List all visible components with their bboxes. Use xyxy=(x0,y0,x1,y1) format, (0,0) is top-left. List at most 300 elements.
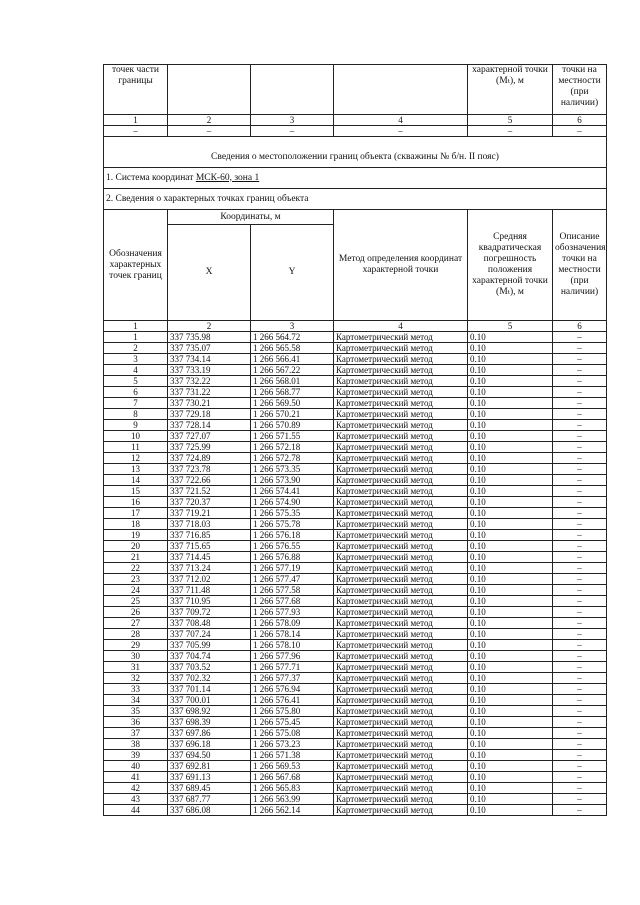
continued-dash-row xyxy=(104,126,607,137)
coord-system-row xyxy=(104,168,607,189)
method-cell: Картометрический метод xyxy=(334,772,468,783)
error-cell: 0.10 xyxy=(468,794,553,805)
point-number: 2 xyxy=(104,343,168,354)
table-row xyxy=(104,585,607,596)
error-cell: 0.10 xyxy=(468,552,553,563)
error-cell: 0.10 xyxy=(468,541,553,552)
x-coordinate: 337 718.03 xyxy=(168,519,251,530)
x-coordinate: 337 713.24 xyxy=(168,563,251,574)
method-cell: Картометрический метод xyxy=(334,640,468,651)
continued-header-row xyxy=(104,65,607,115)
y-coordinate: 1 266 578.09 xyxy=(251,618,334,629)
error-cell: 0.10 xyxy=(468,519,553,530)
y-coordinate: 1 266 577.47 xyxy=(251,574,334,585)
error-cell: 0.10 xyxy=(468,453,553,464)
table-row xyxy=(104,695,607,706)
continued-number-row xyxy=(104,115,607,126)
dash-cell: – xyxy=(468,126,553,137)
method-cell: Картометрический метод xyxy=(334,717,468,728)
description-cell: – xyxy=(553,541,607,552)
description-cell: – xyxy=(553,563,607,574)
table-row xyxy=(104,739,607,750)
method-cell: Картометрический метод xyxy=(334,376,468,387)
x-coordinate: 337 723.78 xyxy=(168,464,251,475)
point-number: 42 xyxy=(104,783,168,794)
col-number: 3 xyxy=(251,321,334,332)
y-coordinate: 1 266 577.71 xyxy=(251,662,334,673)
x-coordinate: 337 691.13 xyxy=(168,772,251,783)
point-number: 30 xyxy=(104,651,168,662)
table-row xyxy=(104,442,607,453)
error-cell: 0.10 xyxy=(468,530,553,541)
table-row xyxy=(104,552,607,563)
x-coordinate: 337 708.48 xyxy=(168,618,251,629)
y-coordinate: 1 266 577.37 xyxy=(251,673,334,684)
description-cell: – xyxy=(553,464,607,475)
description-cell: – xyxy=(553,398,607,409)
description-cell: – xyxy=(553,783,607,794)
description-cell: – xyxy=(553,420,607,431)
method-cell: Картометрический метод xyxy=(334,618,468,629)
error-cell: 0.10 xyxy=(468,354,553,365)
y-coordinate: 1 266 566.41 xyxy=(251,354,334,365)
error-cell: 0.10 xyxy=(468,596,553,607)
table-row xyxy=(104,651,607,662)
error-cell: 0.10 xyxy=(468,673,553,684)
error-cell: 0.10 xyxy=(468,640,553,651)
table-row xyxy=(104,409,607,420)
x-coordinate: 337 730.21 xyxy=(168,398,251,409)
point-number: 36 xyxy=(104,717,168,728)
description-cell: – xyxy=(553,640,607,651)
col-number: 1 xyxy=(104,321,168,332)
y-coordinate: 1 266 570.21 xyxy=(251,409,334,420)
table-row xyxy=(104,574,607,585)
x-coordinate: 337 724.89 xyxy=(168,453,251,464)
method-cell: Картометрический метод xyxy=(334,574,468,585)
spacer-row xyxy=(104,137,607,148)
header-description: Описание обозначения точки на местности (при наличии) xyxy=(553,210,607,321)
y-coordinate: 1 266 575.80 xyxy=(251,706,334,717)
table-row xyxy=(104,728,607,739)
description-cell: – xyxy=(553,376,607,387)
y-coordinate: 1 266 567.68 xyxy=(251,772,334,783)
y-coordinate: 1 266 577.96 xyxy=(251,651,334,662)
error-cell: 0.10 xyxy=(468,398,553,409)
table-row xyxy=(104,497,607,508)
x-coordinate: 337 705.99 xyxy=(168,640,251,651)
point-number: 9 xyxy=(104,420,168,431)
method-cell: Картометрический метод xyxy=(334,794,468,805)
header-coords: Координаты, м xyxy=(168,210,334,225)
method-cell: Картометрический метод xyxy=(334,398,468,409)
point-number: 14 xyxy=(104,475,168,486)
error-cell: 0.10 xyxy=(468,343,553,354)
table-row xyxy=(104,420,607,431)
x-coordinate: 337 728.14 xyxy=(168,420,251,431)
header-row-1 xyxy=(104,210,607,225)
continued-header-x xyxy=(168,65,251,115)
point-number: 22 xyxy=(104,563,168,574)
y-coordinate: 1 266 568.01 xyxy=(251,376,334,387)
continued-header-designation: точек части границы xyxy=(104,65,168,115)
coord-system-name: МСК-60, зона 1 xyxy=(195,172,260,183)
table-row xyxy=(104,706,607,717)
description-cell: – xyxy=(553,662,607,673)
error-cell: 0.10 xyxy=(468,409,553,420)
y-coordinate: 1 266 575.78 xyxy=(251,519,334,530)
point-number: 7 xyxy=(104,398,168,409)
y-coordinate: 1 266 577.58 xyxy=(251,585,334,596)
x-coordinate: 337 732.22 xyxy=(168,376,251,387)
point-number: 41 xyxy=(104,772,168,783)
method-cell: Картометрический метод xyxy=(334,783,468,794)
col-number-row xyxy=(104,321,607,332)
x-coordinate: 337 686.08 xyxy=(168,805,251,816)
error-cell: 0.10 xyxy=(468,365,553,376)
x-coordinate: 337 712.02 xyxy=(168,574,251,585)
table-row xyxy=(104,750,607,761)
point-number: 13 xyxy=(104,464,168,475)
x-coordinate: 337 721.52 xyxy=(168,486,251,497)
y-coordinate: 1 266 578.14 xyxy=(251,629,334,640)
point-number: 35 xyxy=(104,706,168,717)
description-cell: – xyxy=(553,486,607,497)
x-coordinate: 337 714.45 xyxy=(168,552,251,563)
y-coordinate: 1 266 573.90 xyxy=(251,475,334,486)
dash-cell: – xyxy=(553,126,607,137)
method-cell: Картометрический метод xyxy=(334,706,468,717)
y-coordinate: 1 266 568.77 xyxy=(251,387,334,398)
method-cell: Картометрический метод xyxy=(334,750,468,761)
table-row xyxy=(104,761,607,772)
points-heading: 2. Сведения о характерных точках границ объекта xyxy=(104,189,607,210)
point-number: 20 xyxy=(104,541,168,552)
table-row xyxy=(104,530,607,541)
y-coordinate: 1 266 574.90 xyxy=(251,497,334,508)
point-number: 29 xyxy=(104,640,168,651)
table-row xyxy=(104,387,607,398)
col-number: 3 xyxy=(251,115,334,126)
method-cell: Картометрический метод xyxy=(334,596,468,607)
col-number: 2 xyxy=(168,321,251,332)
method-cell: Картометрический метод xyxy=(334,673,468,684)
dash-cell: – xyxy=(251,126,334,137)
error-cell: 0.10 xyxy=(468,761,553,772)
point-number: 32 xyxy=(104,673,168,684)
error-cell: 0.10 xyxy=(468,662,553,673)
method-cell: Картометрический метод xyxy=(334,508,468,519)
col-number: 6 xyxy=(553,115,607,126)
error-cell: 0.10 xyxy=(468,508,553,519)
description-cell: – xyxy=(553,453,607,464)
method-cell: Картометрический метод xyxy=(334,365,468,376)
error-cell: 0.10 xyxy=(468,783,553,794)
error-cell: 0.10 xyxy=(468,486,553,497)
x-coordinate: 337 709.72 xyxy=(168,607,251,618)
table-row xyxy=(104,475,607,486)
x-coordinate: 337 701.14 xyxy=(168,684,251,695)
error-cell: 0.10 xyxy=(468,464,553,475)
table-row xyxy=(104,717,607,728)
continued-header-description: точки на местности (при наличии) xyxy=(553,65,607,115)
description-cell: – xyxy=(553,365,607,376)
document-page xyxy=(103,64,606,816)
x-coordinate: 337 715.65 xyxy=(168,541,251,552)
x-coordinate: 337 731.22 xyxy=(168,387,251,398)
table-row xyxy=(104,783,607,794)
y-coordinate: 1 266 569.53 xyxy=(251,761,334,772)
point-number: 25 xyxy=(104,596,168,607)
point-number: 33 xyxy=(104,684,168,695)
header-y: Y xyxy=(251,225,334,321)
error-cell: 0.10 xyxy=(468,442,553,453)
x-coordinate: 337 734.14 xyxy=(168,354,251,365)
method-cell: Картометрический метод xyxy=(334,431,468,442)
x-coordinate: 337 700.01 xyxy=(168,695,251,706)
error-cell: 0.10 xyxy=(468,739,553,750)
point-number: 17 xyxy=(104,508,168,519)
table-row xyxy=(104,794,607,805)
description-cell: – xyxy=(553,409,607,420)
y-coordinate: 1 266 576.88 xyxy=(251,552,334,563)
y-coordinate: 1 266 575.08 xyxy=(251,728,334,739)
description-cell: – xyxy=(553,585,607,596)
x-coordinate: 337 694.50 xyxy=(168,750,251,761)
method-cell: Картометрический метод xyxy=(334,475,468,486)
col-number: 6 xyxy=(553,321,607,332)
point-number: 3 xyxy=(104,354,168,365)
description-cell: – xyxy=(553,629,607,640)
coord-system-prefix: 1. Система координат xyxy=(106,172,196,183)
error-cell: 0.10 xyxy=(468,585,553,596)
table-row xyxy=(104,662,607,673)
x-coordinate: 337 702.32 xyxy=(168,673,251,684)
description-cell: – xyxy=(553,332,607,343)
header-error: Средняя квадратическая погрешность положения характерной точки (Mₜ), м xyxy=(468,210,553,321)
description-cell: – xyxy=(553,431,607,442)
error-cell: 0.10 xyxy=(468,750,553,761)
boundary-points-table xyxy=(103,64,607,816)
point-number: 6 xyxy=(104,387,168,398)
point-number: 27 xyxy=(104,618,168,629)
y-coordinate: 1 266 574.41 xyxy=(251,486,334,497)
points-heading-row xyxy=(104,189,607,210)
table-row xyxy=(104,673,607,684)
y-coordinate: 1 266 565.83 xyxy=(251,783,334,794)
x-coordinate: 337 735.98 xyxy=(168,332,251,343)
y-coordinate: 1 266 571.55 xyxy=(251,431,334,442)
method-cell: Картометрический метод xyxy=(334,343,468,354)
error-cell: 0.10 xyxy=(468,607,553,618)
point-number: 28 xyxy=(104,629,168,640)
point-number: 16 xyxy=(104,497,168,508)
col-number: 4 xyxy=(334,115,468,126)
error-cell: 0.10 xyxy=(468,772,553,783)
description-cell: – xyxy=(553,607,607,618)
description-cell: – xyxy=(553,772,607,783)
method-cell: Картометрический метод xyxy=(334,552,468,563)
description-cell: – xyxy=(553,343,607,354)
header-x: X xyxy=(168,225,251,321)
y-coordinate: 1 266 577.19 xyxy=(251,563,334,574)
y-coordinate: 1 266 572.18 xyxy=(251,442,334,453)
table-row xyxy=(104,508,607,519)
y-coordinate: 1 266 573.23 xyxy=(251,739,334,750)
point-number: 18 xyxy=(104,519,168,530)
coord-system xyxy=(104,168,607,189)
table-row xyxy=(104,486,607,497)
error-cell: 0.10 xyxy=(468,431,553,442)
description-cell: – xyxy=(553,651,607,662)
method-cell: Картометрический метод xyxy=(334,497,468,508)
method-cell: Картометрический метод xyxy=(334,464,468,475)
table-row xyxy=(104,365,607,376)
y-coordinate: 1 266 577.93 xyxy=(251,607,334,618)
description-cell: – xyxy=(553,728,607,739)
y-coordinate: 1 266 569.50 xyxy=(251,398,334,409)
description-cell: – xyxy=(553,552,607,563)
y-coordinate: 1 266 577.68 xyxy=(251,596,334,607)
x-coordinate: 337 711.48 xyxy=(168,585,251,596)
y-coordinate: 1 266 571.38 xyxy=(251,750,334,761)
dash-cell: – xyxy=(334,126,468,137)
x-coordinate: 337 735.07 xyxy=(168,343,251,354)
table-row xyxy=(104,772,607,783)
description-cell: – xyxy=(553,706,607,717)
description-cell: – xyxy=(553,750,607,761)
y-coordinate: 1 266 576.55 xyxy=(251,541,334,552)
table-row xyxy=(104,805,607,816)
point-number: 38 xyxy=(104,739,168,750)
error-cell: 0.10 xyxy=(468,563,553,574)
description-cell: – xyxy=(553,387,607,398)
method-cell: Картометрический метод xyxy=(334,453,468,464)
error-cell: 0.10 xyxy=(468,717,553,728)
method-cell: Картометрический метод xyxy=(334,662,468,673)
header-method: Метод определения координат характерной точки xyxy=(334,210,468,321)
description-cell: – xyxy=(553,684,607,695)
x-coordinate: 337 698.39 xyxy=(168,717,251,728)
y-coordinate: 1 266 562.14 xyxy=(251,805,334,816)
error-cell: 0.10 xyxy=(468,332,553,343)
point-number: 19 xyxy=(104,530,168,541)
x-coordinate: 337 689.45 xyxy=(168,783,251,794)
point-number: 43 xyxy=(104,794,168,805)
y-coordinate: 1 266 576.94 xyxy=(251,684,334,695)
method-cell: Картометрический метод xyxy=(334,761,468,772)
x-coordinate: 337 725.99 xyxy=(168,442,251,453)
description-cell: – xyxy=(553,794,607,805)
description-cell: – xyxy=(553,574,607,585)
error-cell: 0.10 xyxy=(468,629,553,640)
header-designation: Обозначения характерных точек границ xyxy=(104,210,168,321)
x-coordinate: 337 703.52 xyxy=(168,662,251,673)
description-cell: – xyxy=(553,442,607,453)
y-coordinate: 1 266 565.58 xyxy=(251,343,334,354)
point-number: 24 xyxy=(104,585,168,596)
table-row xyxy=(104,376,607,387)
point-number: 4 xyxy=(104,365,168,376)
description-cell: – xyxy=(553,508,607,519)
description-cell: – xyxy=(553,519,607,530)
error-cell: 0.10 xyxy=(468,497,553,508)
col-number: 4 xyxy=(334,321,468,332)
method-cell: Картометрический метод xyxy=(334,409,468,420)
y-coordinate: 1 266 567.22 xyxy=(251,365,334,376)
point-number: 40 xyxy=(104,761,168,772)
error-cell: 0.10 xyxy=(468,420,553,431)
method-cell: Картометрический метод xyxy=(334,684,468,695)
description-cell: – xyxy=(553,761,607,772)
table-row xyxy=(104,618,607,629)
point-number: 26 xyxy=(104,607,168,618)
x-coordinate: 337 698.92 xyxy=(168,706,251,717)
x-coordinate: 337 692.81 xyxy=(168,761,251,772)
description-cell: – xyxy=(553,497,607,508)
x-coordinate: 337 710.95 xyxy=(168,596,251,607)
continued-header-y xyxy=(251,65,334,115)
description-cell: – xyxy=(553,530,607,541)
y-coordinate: 1 266 573.35 xyxy=(251,464,334,475)
description-cell: – xyxy=(553,673,607,684)
description-cell: – xyxy=(553,717,607,728)
x-coordinate: 337 722.66 xyxy=(168,475,251,486)
table-row xyxy=(104,541,607,552)
y-coordinate: 1 266 576.41 xyxy=(251,695,334,706)
method-cell: Картометрический метод xyxy=(334,354,468,365)
y-coordinate: 1 266 576.18 xyxy=(251,530,334,541)
point-number: 11 xyxy=(104,442,168,453)
point-number: 31 xyxy=(104,662,168,673)
error-cell: 0.10 xyxy=(468,651,553,662)
error-cell: 0.10 xyxy=(468,706,553,717)
x-coordinate: 337 719.21 xyxy=(168,508,251,519)
section-title-row xyxy=(104,147,607,168)
x-coordinate: 337 727.07 xyxy=(168,431,251,442)
method-cell: Картометрический метод xyxy=(334,332,468,343)
continued-header-error: характерной точки (Mₜ), м xyxy=(468,65,553,115)
point-number: 37 xyxy=(104,728,168,739)
error-cell: 0.10 xyxy=(468,376,553,387)
table-row xyxy=(104,343,607,354)
y-coordinate: 1 266 575.45 xyxy=(251,717,334,728)
table-row xyxy=(104,607,607,618)
description-cell: – xyxy=(553,805,607,816)
table-row xyxy=(104,629,607,640)
method-cell: Картометрический метод xyxy=(334,585,468,596)
error-cell: 0.10 xyxy=(468,475,553,486)
col-number: 1 xyxy=(104,115,168,126)
method-cell: Картометрический метод xyxy=(334,486,468,497)
description-cell: – xyxy=(553,739,607,750)
x-coordinate: 337 716.85 xyxy=(168,530,251,541)
col-number: 2 xyxy=(168,115,251,126)
y-coordinate: 1 266 563.99 xyxy=(251,794,334,805)
method-cell: Картометрический метод xyxy=(334,420,468,431)
point-number: 44 xyxy=(104,805,168,816)
description-cell: – xyxy=(553,695,607,706)
point-number: 10 xyxy=(104,431,168,442)
table-row xyxy=(104,453,607,464)
error-cell: 0.10 xyxy=(468,574,553,585)
x-coordinate: 337 687.77 xyxy=(168,794,251,805)
x-coordinate: 337 733.19 xyxy=(168,365,251,376)
error-cell: 0.10 xyxy=(468,387,553,398)
table-row xyxy=(104,398,607,409)
y-coordinate: 1 266 575.35 xyxy=(251,508,334,519)
description-cell: – xyxy=(553,596,607,607)
